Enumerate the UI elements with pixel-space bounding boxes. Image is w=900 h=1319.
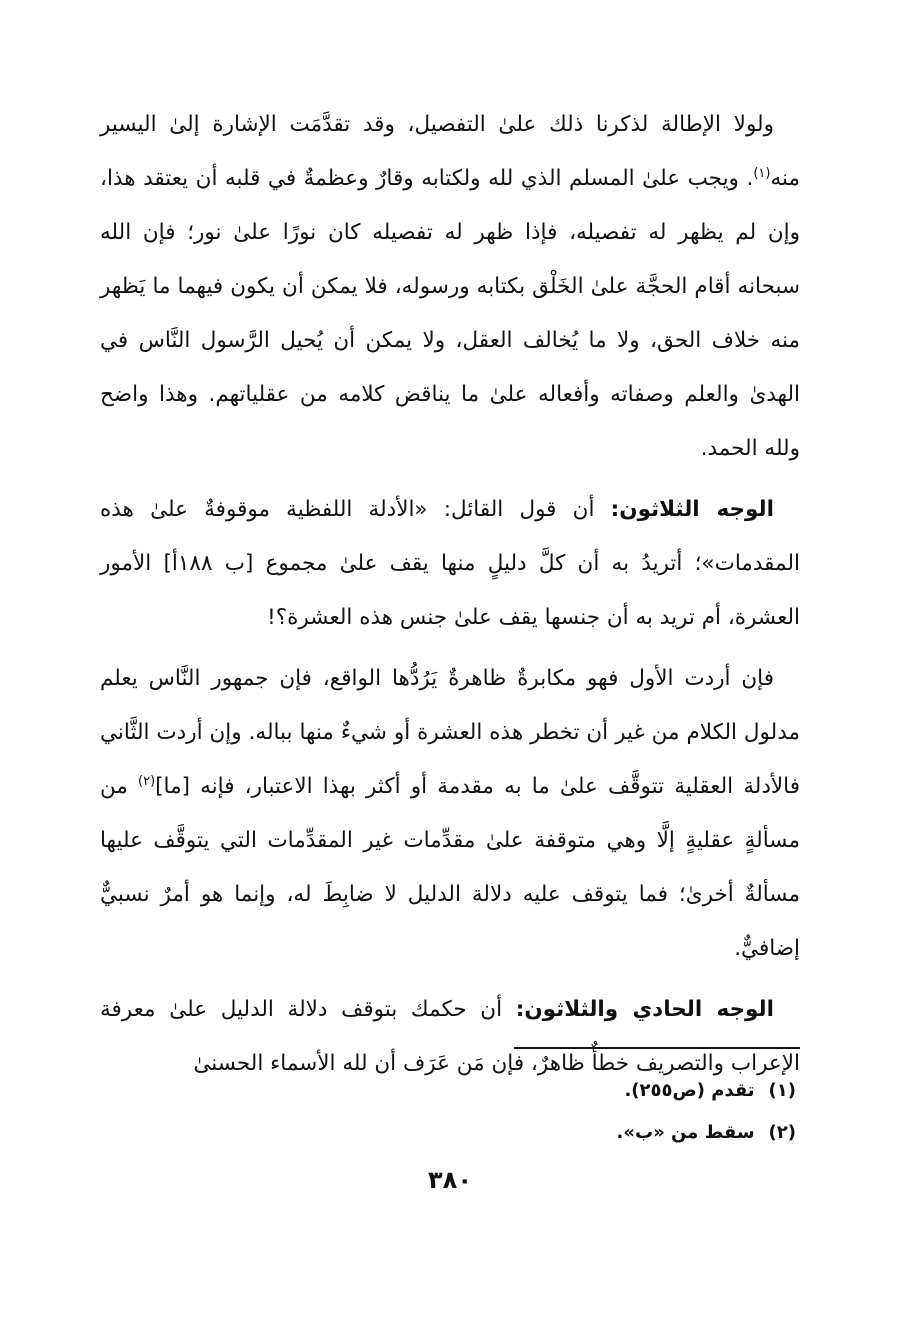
footnote-2 xyxy=(100,1112,796,1154)
paragraph-text: . ويجب علىٰ المسلم الذي لله ولكتابه وقارٌ وعظمةٌ في قلبه أن يعتقد هذا، وإن لم يظهر له تفصيله، فإذا ظهر له تفصيله كان نورًا علىٰ نور؛ فإن الله سبحانه أقام الحجَّة علىٰ الخَلْق بكتابه ورسوله، فلا يمكن أن يكون فيهما ما يَظهر منه خلاف الحق، ولا ما يُخالف العقل، ولا يمكن أن يُحيل الرَّسول النَّاس في الهدىٰ والعلم وصفاته وأفعاله علىٰ ما يناقض كلامه من عقلياتهم. وهذا واضح ولله الحمد. xyxy=(100,166,800,461)
paragraph-1 xyxy=(100,98,800,476)
footnote-divider xyxy=(514,1047,800,1049)
main-text xyxy=(100,98,800,1091)
footnote-text: سقط من «ب». xyxy=(616,1122,755,1143)
paragraph-text: من مسألةٍ عقليةٍ إلَّا وهي متوقفة علىٰ مقدِّمات غير المقدِّمات التي يتوقَّف عليها مسألةٌ أخرىٰ؛ فما يتوقف عليه دلالة الدليل لا ضابِطَ له، وإنما هو أمرٌ نسبيٌّ إضافيٌّ. xyxy=(100,774,800,961)
footnote-text: تقدم (ص٢٥٥). xyxy=(624,1080,755,1101)
paragraph-text: أن قول القائل: «الأدلة اللفظية موقوفةٌ علىٰ هذه المقدمات»؛ أتريدُ به أن كلَّ دليلٍ منها يقف علىٰ مجموع [ب ١٨٨أ] الأمور العشرة، أم تريد به أن جنسها يقف علىٰ جنس هذه العشرة؟! xyxy=(100,497,801,630)
paragraph-text: أن حكمك بتوقف دلالة الدليل علىٰ معرفة الإعراب والتصريف خطأٌ ظاهرٌ، فإن مَن عَرَف أن لله الأسماء الحسنىٰ xyxy=(100,997,800,1076)
footnote-number: (٢) xyxy=(768,1122,796,1143)
footnotes xyxy=(100,1070,796,1154)
page-number: ٣٨٠ xyxy=(428,1166,472,1194)
paragraph-text: فإن أردت الأول فهو مكابرةٌ ظاهرةٌ يَرُدُّها الواقع، فإن جمهور النَّاس يعلم مدلول الكلام من غير أن تخطر هذه العشرة أو شيءٌ منها بباله. وإن أردت الثَّاني فالأدلة العقلية تتوقَّف علىٰ ما به مقدمة أو أكثر بهذا الاعتبار، فإنه [ما] xyxy=(100,666,800,799)
footnote-ref-1: (١) xyxy=(753,165,771,181)
footnote-1 xyxy=(100,1070,796,1112)
footnote-number: (١) xyxy=(768,1080,796,1101)
paragraph-heading: الوجه الثلاثون: xyxy=(610,497,774,522)
paragraph-heading: الوجه الحادي والثلاثون: xyxy=(515,997,774,1022)
paragraph-text: ولولا الإطالة لذكرنا ذلك علىٰ التفصيل، وقد تقدَّمَت الإشارة إلىٰ اليسير منه xyxy=(100,112,800,191)
footnote-ref-2: (٢) xyxy=(138,773,156,789)
paragraph-3 xyxy=(100,652,800,976)
paragraph-2 xyxy=(100,483,800,645)
